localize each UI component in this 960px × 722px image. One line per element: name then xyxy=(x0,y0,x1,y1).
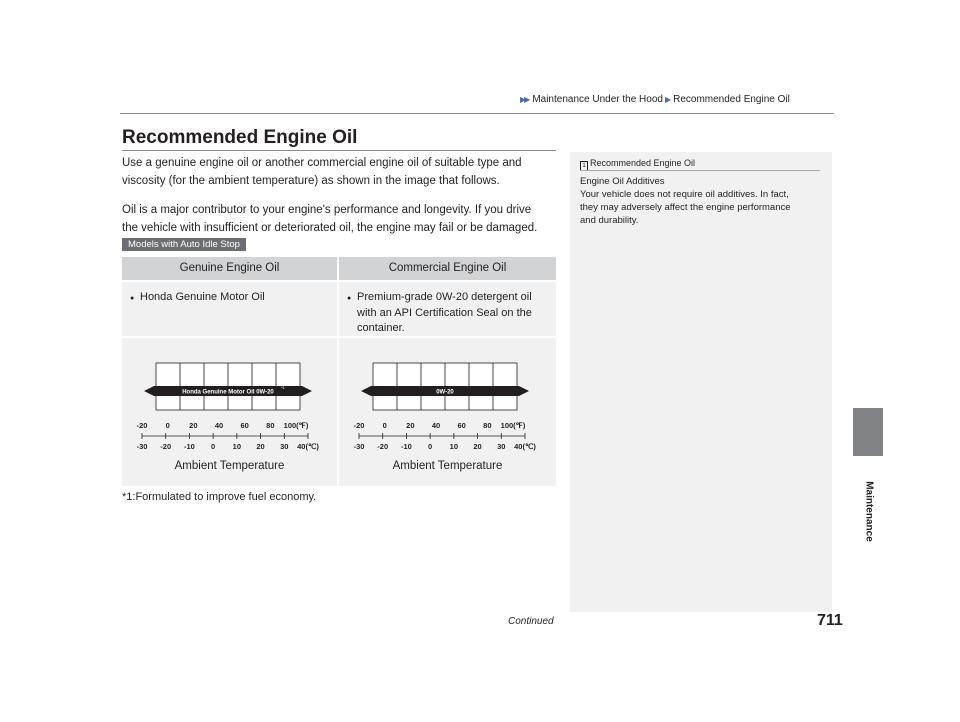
genuine-oil-text: Honda Genuine Motor Oil xyxy=(140,291,265,303)
text-line: and durability. xyxy=(580,215,639,226)
genuine-oil-cell xyxy=(122,282,337,336)
tick-label-c: -10 xyxy=(401,442,412,451)
tick-label-c: -30 xyxy=(136,442,148,451)
arrow-icon: ▶ xyxy=(664,95,672,104)
tick-label-f: 0 xyxy=(165,421,170,430)
tick-label-c: -10 xyxy=(184,442,195,451)
tick-label-c: -20 xyxy=(160,442,172,451)
table-header-commercial: Commercial Engine Oil xyxy=(339,257,556,280)
text-line: they may adversely affect the engine performance xyxy=(580,202,791,213)
sidebar-subtitle: Engine Oil Additives xyxy=(580,176,665,187)
model-badge: Models with Auto Idle Stop xyxy=(122,238,246,251)
tick-label-c: 0 xyxy=(428,442,433,451)
tick-label-c: 20 xyxy=(473,442,482,451)
tick-label-c: 10 xyxy=(232,442,242,451)
bullet-icon: ● xyxy=(130,295,135,302)
tick-label-f: 20 xyxy=(406,421,415,430)
tick-label-f: 40 xyxy=(214,421,224,430)
bar-superscript: *1 xyxy=(281,385,285,390)
tick-label-c: 0 xyxy=(211,442,216,451)
text-line: viscosity (for the ambient temperature) as shown in the image that follows. xyxy=(122,175,500,187)
tick-label-c: 40(℃) xyxy=(297,442,319,451)
breadcrumb-item[interactable]: Maintenance Under the Hood xyxy=(532,94,663,105)
tick-label-c: 30 xyxy=(497,442,506,451)
tick-label-c: -20 xyxy=(377,442,389,451)
chart-caption: Ambient Temperature xyxy=(392,460,503,472)
page-number: 711 xyxy=(817,612,843,629)
tick-label-c: 40(℃) xyxy=(514,442,536,451)
bar-label: 0W-20 xyxy=(436,389,454,396)
warning-paragraph xyxy=(122,201,562,237)
tick-label-c: -30 xyxy=(353,442,365,451)
breadcrumb-item[interactable]: Recommended Engine Oil xyxy=(673,94,790,105)
tick-label-f: 60 xyxy=(240,421,249,430)
tick-label-f: 80 xyxy=(266,421,275,430)
tick-label-f: 40 xyxy=(431,421,441,430)
tick-label-f: 0 xyxy=(382,421,387,430)
tick-label-c: 30 xyxy=(280,442,289,451)
text-line: container. xyxy=(357,322,405,334)
sidebar-body xyxy=(580,188,825,227)
section-label-text: Maintenance xyxy=(863,481,875,542)
genuine-viscosity-chart-cell xyxy=(122,338,337,486)
sidebar-title-text: Recommended Engine Oil xyxy=(590,158,696,168)
breadcrumb xyxy=(520,94,790,105)
tick-label-f: -20 xyxy=(136,421,148,430)
text-line: with an API Certification Seal on the xyxy=(357,307,532,319)
double-arrow-icon: ▶▶ xyxy=(520,95,529,104)
text-line: Your vehicle does not require oil additives. In fact, xyxy=(580,189,789,200)
tick-label-c: 20 xyxy=(256,442,265,451)
text-line: Oil is a major contributor to your engine's performance and longevity. If you drive xyxy=(122,204,532,216)
footnote: *1:Formulated to improve fuel economy. xyxy=(122,491,317,503)
text-line: the vehicle with insufficient or deteriorated oil, the engine may fail or be damaged. xyxy=(122,222,538,234)
tick-label-f: -20 xyxy=(353,421,365,430)
text-line: Premium-grade 0W-20 detergent oil xyxy=(357,291,532,303)
tick-label-f: 100(℉) xyxy=(283,421,309,430)
commercial-viscosity-chart-cell xyxy=(339,338,556,486)
section-tab[interactable] xyxy=(853,408,883,456)
tick-label-f: 60 xyxy=(457,421,466,430)
commercial-oil-cell xyxy=(339,282,556,336)
chart-caption: Ambient Temperature xyxy=(174,460,285,472)
tick-label-f: 20 xyxy=(189,421,198,430)
sidebar-divider xyxy=(580,170,820,171)
text-line: Use a genuine engine oil or another commercial engine oil of suitable type and xyxy=(122,157,522,169)
tick-label-f: 80 xyxy=(483,421,492,430)
bullet-icon: ● xyxy=(347,295,352,302)
continued-label: Continued xyxy=(508,616,554,627)
bar-label: Honda Genuine Motor Oil 0W-20 xyxy=(182,389,274,396)
title-divider xyxy=(122,150,556,151)
intro-paragraph xyxy=(122,154,562,190)
page-title: Recommended Engine Oil xyxy=(122,127,358,148)
tick-label-f: 100(℉) xyxy=(500,421,526,430)
header-divider xyxy=(120,113,834,114)
section-label xyxy=(860,478,874,558)
tick-label-c: 10 xyxy=(449,442,459,451)
table-header-genuine: Genuine Engine Oil xyxy=(122,257,337,280)
reference-icon: 1 xyxy=(580,161,588,171)
